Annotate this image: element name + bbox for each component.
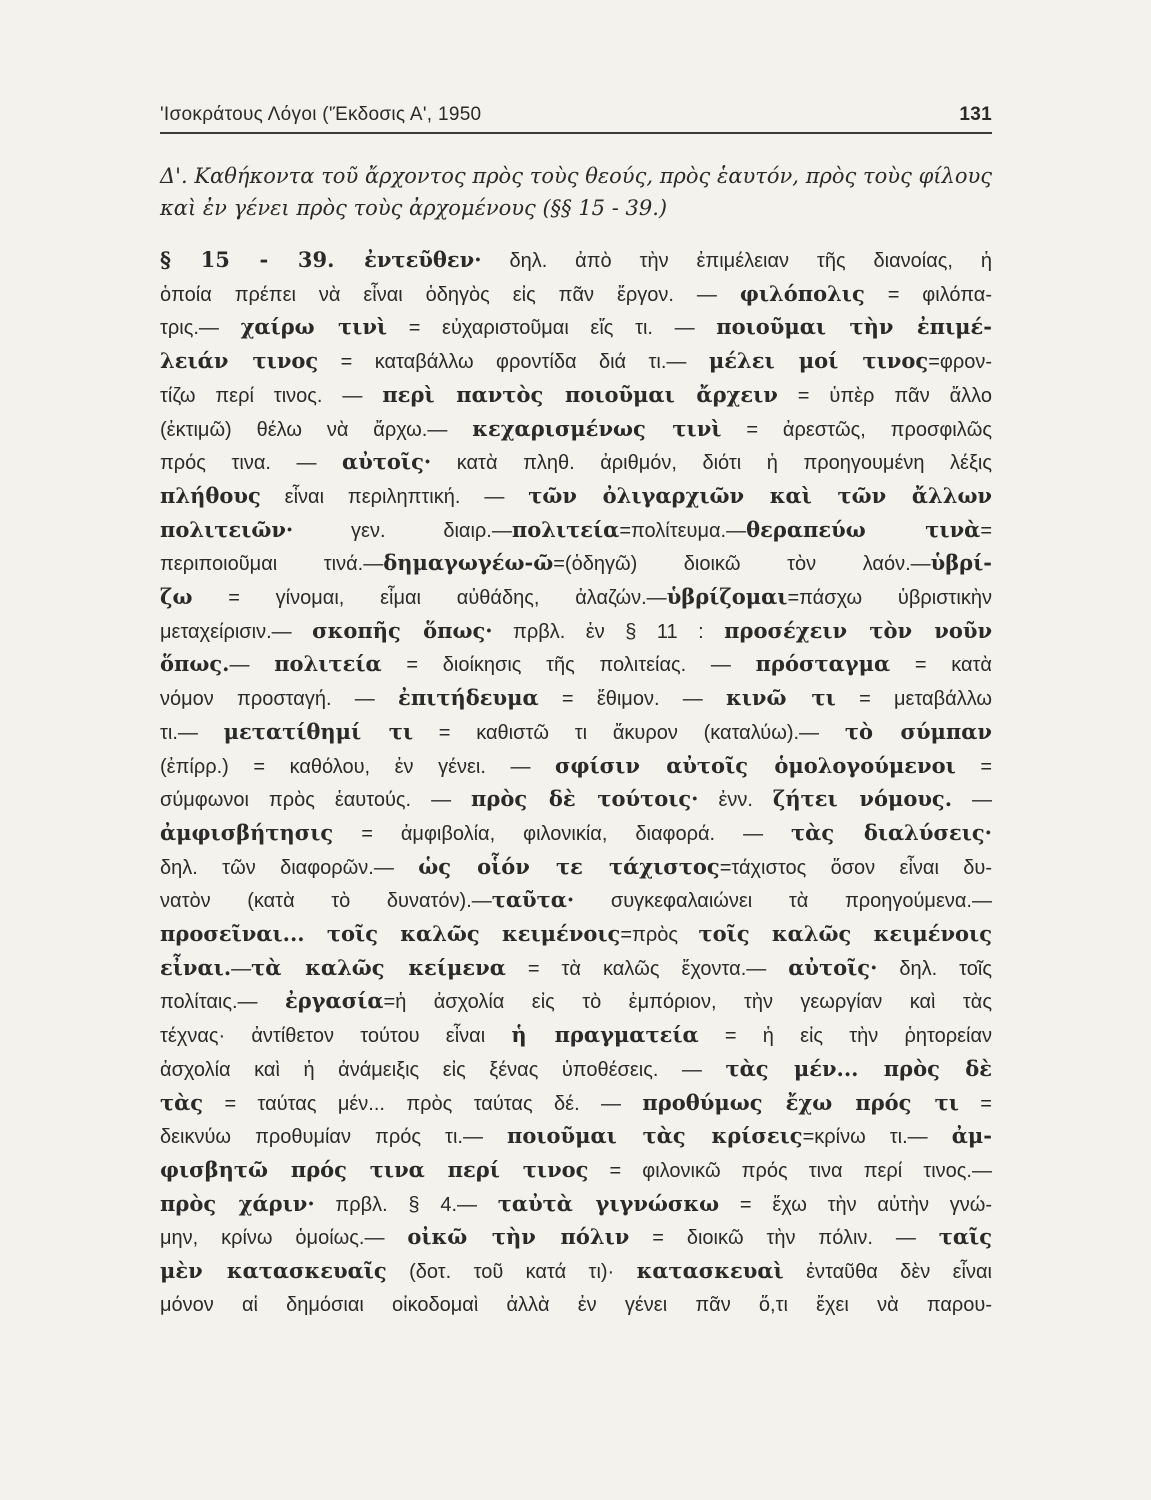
text-line — [160, 750, 992, 784]
bold-lemma: κατασκευαὶ — [636, 1258, 784, 1284]
gloss-text: =φρον- — [928, 351, 992, 374]
text-line — [160, 817, 992, 851]
bold-lemma: σφίσιν αὐτοῖς ὁμολογούμενοι — [555, 752, 956, 778]
gloss-text: = ταύτας μέν... πρὸς ταύτας δέ. — — [203, 1092, 643, 1115]
text-line — [160, 716, 992, 750]
bold-lemma: οἰκῶ τὴν πόλιν — [407, 1224, 630, 1250]
text-line — [160, 1255, 992, 1289]
gloss-text: = διοίκησις τῆς πολιτείας. — — [381, 654, 756, 677]
gloss-text: (δοτ. τοῦ κατά τι)· — [386, 1261, 637, 1284]
bold-lemma: μὲν κατασκευαῖς — [160, 1258, 387, 1284]
bold-lemma: ποιοῦμαι τὰς κρίσεις — [507, 1123, 803, 1149]
text-line — [160, 446, 992, 480]
bold-lemma: μετατίθημί τι — [223, 718, 414, 744]
gloss-text: = — [958, 1092, 992, 1115]
gloss-text: ἀσχολία καὶ ἡ ἀνάμειξις εἰς ξένας ὑποθέσεις. — — [160, 1058, 726, 1081]
bold-lemma: ἐργασία — [284, 988, 384, 1014]
text-line — [160, 783, 992, 817]
bold-lemma: χαίρω τινὶ — [240, 314, 388, 340]
gloss-text: κατὰ πληθ. ἀριθμόν, διότι ἡ προηγουμένη λέξις — [431, 452, 992, 475]
gloss-text: = ἔχω τὴν αὐτὴν γνώ- — [719, 1193, 992, 1216]
gloss-text: τέχνας· ἀντίθετον τούτου εἶναι — [160, 1025, 512, 1048]
bold-lemma: ζω — [160, 584, 193, 610]
page-number: 131 — [959, 104, 992, 125]
bold-lemma: τοῖς καλῶς κειμένοις — [698, 921, 992, 947]
gloss-text: = διοικῶ τὴν πόλιν. — — [629, 1227, 939, 1250]
bold-lemma: ποιοῦμαι τὴν ἐπιμέ- — [716, 314, 992, 340]
text-line — [160, 413, 992, 447]
gloss-text: ὁποία πρέπει νὰ εἶναι ὁδηγὸς εἰς πᾶν ἔργον. — — [160, 283, 740, 306]
gloss-text: ἐνν. — [698, 789, 773, 812]
bold-lemma: εἶναι. — [160, 954, 232, 980]
bold-lemma: μέλει μοί τινος — [708, 348, 929, 374]
gloss-text: = ἡ εἰς τὴν ῥητορείαν — [698, 1025, 993, 1048]
gloss-text: — — [231, 957, 252, 980]
bold-lemma: § 15 - 39. ἐντεῦθεν· — [160, 247, 482, 272]
text-line — [160, 1019, 992, 1053]
text-line — [160, 1087, 992, 1121]
gloss-text: =πρὸς — [620, 924, 699, 947]
text-line — [160, 615, 992, 649]
text-line — [160, 918, 992, 952]
gloss-text: μεταχείρισιν.— — [160, 620, 313, 643]
text-line — [160, 1053, 992, 1087]
text-line — [160, 682, 992, 716]
text-line — [160, 1188, 992, 1222]
bold-lemma: ὡς οἷόν τε τάχιστος — [418, 853, 720, 879]
bold-lemma: πρὸς χάριν· — [160, 1190, 315, 1216]
bold-lemma: πρόσταγμα — [755, 651, 891, 677]
running-header — [160, 100, 992, 134]
gloss-text: δηλ. ἀπὸ τὴν ἐπιμέλειαν τῆς διανοίας, ἡ — [481, 250, 992, 272]
text-line — [160, 345, 992, 379]
bold-lemma: ταῖς — [938, 1224, 992, 1250]
gloss-text: πρβλ. ἐν § 11 : — [492, 620, 725, 643]
bold-lemma: αὐτοῖς· — [342, 449, 432, 475]
bold-lemma: προσέχειν τὸν νοῦν — [724, 617, 993, 643]
gloss-text: =πάσχω ὑβριστικὴν — [787, 587, 992, 610]
text-line — [160, 1289, 992, 1322]
text-line — [160, 480, 992, 514]
gloss-text: = εὐχαριστοῦμαι εἴς τι. — — [387, 317, 717, 340]
bold-lemma: ἀμφισβήτησις — [160, 819, 334, 845]
bold-lemma: ὑβρί- — [930, 550, 992, 576]
text-line — [160, 244, 992, 278]
text-line — [160, 1221, 992, 1255]
bold-lemma: κινῶ τι — [726, 685, 836, 711]
text-line — [160, 311, 992, 345]
gloss-text: μόνον αἱ δημόσιαι οἰκοδομαὶ ἀλλὰ ἐν γένει πᾶν ὅ,τι ἔχει νὰ παρου- — [160, 1293, 992, 1316]
section-heading: Δ'. Καθήκοντα τοῦ ἄρχοντος πρὸς τοὺς θεούς, πρὸς ἑαυτόν, πρὸς τοὺς φίλους καὶ ἐν γένει πρὸς τοὺς ἀρχομένους (§§ 15 - 39.) — [160, 164, 992, 220]
gloss-text: μην, κρίνω ὁμοίως.— — [160, 1227, 408, 1250]
gloss-text: = κατὰ — [890, 654, 992, 677]
text-line — [160, 648, 992, 682]
bold-lemma: θεραπεύω τινὰ — [746, 516, 981, 542]
text-line — [160, 581, 992, 615]
bold-lemma: πολιτεία — [511, 516, 620, 542]
text-line — [160, 985, 992, 1019]
bold-lemma: τὰ καλῶς κείμενα — [251, 954, 506, 980]
bold-lemma: προθύμως ἔχω πρός τι — [642, 1089, 959, 1115]
gloss-text: ἐνταῦθα δὲν εἶναι — [783, 1261, 992, 1284]
gloss-text: σύμφωνοι πρὸς ἑαυτούς. — — [160, 789, 472, 812]
bold-lemma: περὶ παντὸς ποιοῦμαι ἄρχειν — [382, 381, 778, 407]
text-line — [160, 884, 992, 918]
gloss-text: γεν. διαιρ.— — [293, 519, 512, 542]
gloss-text: πολίταις.— — [160, 991, 285, 1014]
text-line — [160, 1154, 992, 1188]
page — [160, 100, 992, 1322]
bold-lemma: τὰς διαλύσεις· — [791, 819, 992, 845]
bold-lemma: φιλόπολις — [739, 280, 865, 306]
text-line — [160, 514, 992, 548]
text-line — [160, 952, 992, 986]
gloss-text: = καθιστῶ τι ἄκυρον (καταλύω).— — [413, 721, 845, 744]
gloss-text: (ἐπίρρ.) = καθόλου, ἐν γένει. — — [160, 755, 556, 778]
bold-lemma: πολιτεία — [274, 651, 382, 677]
bold-lemma: προσεῖναι... τοῖς καλῶς κειμένοις — [160, 921, 621, 947]
gloss-text: δηλ. τῶν διαφορῶν.— — [160, 856, 419, 879]
gloss-text: εἶναι περιληπτική. — — [260, 485, 529, 508]
gloss-text: πρός τινα. — — [160, 452, 343, 475]
bold-lemma: ἐπιτήδευμα — [398, 685, 539, 711]
bold-lemma: φισβητῶ πρός τινα περί τινος — [160, 1156, 589, 1182]
gloss-text: περιποιοῦμαι τινά.— — [160, 553, 384, 576]
bold-lemma: ὑβρίζομαι — [666, 584, 788, 610]
gloss-text: = ὑπὲρ πᾶν ἄλλο — [777, 384, 992, 407]
gloss-text: νατὸν (κατὰ τὸ δυνατόν).— — [160, 890, 492, 913]
gloss-text: πρβλ. § 4.— — [314, 1193, 498, 1216]
text-line — [160, 278, 992, 312]
gloss-text: =(ὁδηγῶ) διοικῶ τὸν λαόν.— — [553, 553, 931, 576]
gloss-text: = φιλόπα- — [864, 283, 992, 306]
gloss-text: = — [980, 519, 992, 542]
gloss-text: τρις.— — [160, 317, 241, 340]
bold-lemma: τὸ σύμπαν — [844, 718, 992, 744]
gloss-text: — — [952, 789, 992, 812]
bold-lemma: δημαγωγέω-ῶ — [383, 550, 554, 576]
gloss-text: =κρίνω τι.— — [802, 1126, 952, 1149]
gloss-text: = φιλονικῶ πρός τινα περί τινος.— — [588, 1159, 992, 1182]
bold-lemma: τὰς μέν... πρὸς δὲ — [725, 1055, 992, 1081]
gloss-text: =πολίτευμα.— — [619, 519, 747, 542]
bold-lemma: ταὐτὰ γιγνώσκω — [497, 1190, 720, 1216]
bold-lemma: ζήτει νόμους. — [772, 786, 953, 812]
gloss-text: = τὰ καλῶς ἔχοντα.— — [505, 957, 789, 980]
commentary-body — [160, 244, 992, 1322]
running-title: 'Ισοκράτους Λόγοι ('Έκδοσις Α', 1950 — [160, 104, 482, 125]
bold-lemma: ὅπως. — [160, 651, 230, 677]
gloss-text: τι.— — [160, 721, 224, 744]
gloss-text: (ἐκτιμῶ) θέλω νὰ ἄρχω.— — [160, 418, 473, 441]
bold-lemma: πρὸς δὲ τούτοις· — [471, 786, 699, 812]
bold-lemma: κεχαρισμένως τινὶ — [472, 415, 722, 441]
bold-lemma: ταῦτα· — [491, 887, 575, 913]
text-line — [160, 851, 992, 885]
bold-lemma: τὰς — [160, 1089, 204, 1115]
gloss-text: — — [229, 654, 275, 677]
gloss-text: τίζω περί τινος. — — [160, 384, 383, 407]
bold-lemma: λειάν τινος — [160, 348, 319, 374]
bold-lemma: αὐτοῖς· — [788, 954, 878, 980]
gloss-text: = καταβάλλω φροντίδα διά τι.— — [318, 351, 709, 374]
bold-lemma: πλήθους — [160, 482, 261, 508]
gloss-text: = ἀμφιβολία, φιλονικία, διαφορά. — — [333, 822, 792, 845]
gloss-text: = μεταβάλλω — [835, 688, 993, 711]
gloss-text: = ἔθιμον. — — [538, 688, 727, 711]
bold-lemma: πολιτειῶν· — [160, 516, 294, 542]
gloss-text: = — [955, 755, 992, 778]
bold-lemma: ἡ πραγματεία — [511, 1022, 699, 1048]
gloss-text: δεικνύω προθυμίαν πρός τι.— — [160, 1126, 508, 1149]
bold-lemma: ἀμ- — [951, 1123, 992, 1149]
text-line — [160, 379, 992, 413]
gloss-text: νόμον προσταγή. — — [160, 688, 399, 711]
gloss-text: = ἀρεστῶς, προσφιλῶς — [721, 418, 992, 441]
bold-lemma: τῶν ὀλιγαρχιῶν καὶ τῶν ἄλλων — [528, 482, 993, 508]
text-line — [160, 1120, 992, 1154]
gloss-text: συγκεφαλαιώνει τὰ προηγούμενα.— — [574, 890, 992, 913]
gloss-text: =τάχιστος ὅσον εἶναι δυ- — [719, 856, 992, 879]
gloss-text: δηλ. τοῖς — [877, 957, 992, 980]
text-line — [160, 547, 992, 581]
gloss-text: =ἡ ἀσχολία εἰς τὸ ἐμπόριον, τὴν γεωργίαν καὶ τὰς — [383, 991, 993, 1014]
gloss-text: = γίνομαι, εἶμαι αὐθάδης, ἀλαζών.— — [192, 587, 667, 610]
bold-lemma: σκοπῆς ὅπως· — [312, 617, 493, 643]
